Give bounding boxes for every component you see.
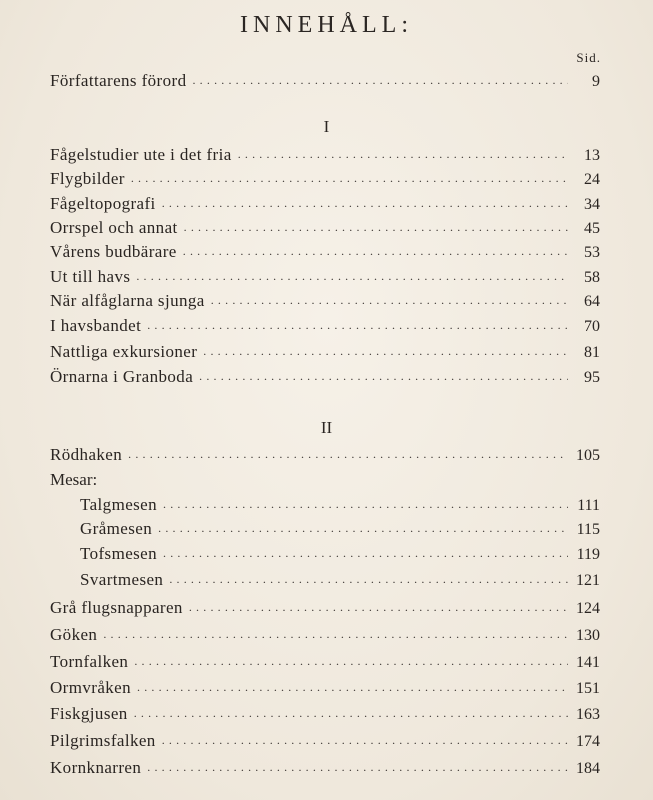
leader-dots <box>162 191 568 214</box>
toc-entry-page: 141 <box>576 654 600 671</box>
toc-entry-label: Flygbilder <box>50 169 125 188</box>
toc-entry <box>50 651 600 673</box>
toc-entry-label: Svartmesen <box>80 570 164 589</box>
toc-entry-page: 130 <box>576 627 600 644</box>
toc-entry-label: Kornknarren <box>50 758 142 777</box>
toc-entry-page: 58 <box>584 269 600 286</box>
leader-dots <box>136 264 568 287</box>
toc-entry-page: 13 <box>584 147 600 164</box>
toc-entry-label: Ormvråken <box>50 678 132 697</box>
toc-entry-label: Orrspel och annat <box>50 218 178 237</box>
toc-entry-page: 115 <box>576 521 600 538</box>
toc-entry-label: Pilgrimsfalken <box>50 731 156 750</box>
leader-dots <box>184 215 568 238</box>
toc-entry <box>50 366 600 388</box>
toc-entry-label: När alfåglarna sjunga <box>50 291 205 310</box>
leader-dots <box>103 622 568 645</box>
toc-entry <box>50 730 600 752</box>
toc-entry-label: Talgmesen <box>80 495 157 514</box>
leader-dots <box>192 68 568 91</box>
toc-entry-page: 95 <box>584 369 600 386</box>
leader-dots <box>134 701 568 724</box>
toc-entry <box>50 144 600 166</box>
leader-dots <box>189 595 568 618</box>
toc-sub-entry <box>80 543 600 565</box>
toc-entry <box>50 315 600 337</box>
toc-entry <box>50 677 600 699</box>
toc-entry <box>50 624 600 646</box>
toc-entry-label: Vårens budbärare <box>50 242 177 261</box>
toc-entry-page: 163 <box>576 706 600 723</box>
leader-dots <box>147 313 568 336</box>
toc-entry <box>50 597 600 619</box>
toc-entry-label: Örnarna i Granboda <box>50 367 194 386</box>
toc-sub-entry <box>80 518 600 540</box>
leader-dots <box>199 364 568 387</box>
leader-dots <box>163 492 568 515</box>
toc-entry-foreword <box>50 70 600 92</box>
toc-entry <box>50 193 600 215</box>
leader-dots <box>238 142 568 165</box>
toc-entry <box>50 168 600 190</box>
toc-group-label: Mesar: <box>50 470 98 489</box>
toc-entry-page: 174 <box>576 733 600 750</box>
leader-dots <box>128 442 568 465</box>
toc-entry-page: 151 <box>576 680 600 697</box>
toc-entry-label: Fågelstudier ute i det fria <box>50 145 232 164</box>
toc-entry-page: 111 <box>577 497 600 514</box>
leader-dots <box>147 755 568 778</box>
toc-entry <box>50 444 600 466</box>
leader-dots <box>158 516 568 539</box>
leader-dots <box>211 288 568 311</box>
toc-entry-label: Gråmesen <box>80 519 153 538</box>
leader-dots <box>163 541 568 564</box>
toc-entry-label: Ut till havs <box>50 267 131 286</box>
toc-entry <box>50 217 600 239</box>
page-title: INNEHÅLL: <box>240 12 413 38</box>
toc-entry <box>50 241 600 263</box>
toc-entry-page: 119 <box>576 546 600 563</box>
toc-entry-page: 70 <box>584 318 600 335</box>
toc-entry-label: Rödhaken <box>50 445 123 464</box>
toc-entry <box>50 290 600 312</box>
toc-entry-label: Tofsmesen <box>80 544 158 563</box>
toc-entry-page: 105 <box>576 447 600 464</box>
toc-entry-page: 64 <box>584 293 600 310</box>
toc-entry-page: 9 <box>592 73 600 90</box>
toc-entry-page: 184 <box>576 760 600 777</box>
leader-dots <box>169 567 568 590</box>
toc-sub-entry <box>80 494 600 516</box>
toc-entry-label: Grå flugsnapparen <box>50 598 183 617</box>
toc-entry-page: 121 <box>576 572 600 589</box>
toc-entry-label: Fiskgjusen <box>50 704 128 723</box>
toc-entry-label: Göken <box>50 625 98 644</box>
toc-entry <box>50 703 600 725</box>
toc-entry <box>50 266 600 288</box>
toc-entry-page: 124 <box>576 600 600 617</box>
toc-entry-label: Fågeltopografi <box>50 194 156 213</box>
toc-entry-page: 45 <box>584 220 600 237</box>
leader-dots <box>203 339 568 362</box>
leader-dots <box>134 649 568 672</box>
leader-dots <box>162 728 568 751</box>
leader-dots <box>183 239 568 262</box>
toc-entry-page: 24 <box>584 171 600 188</box>
section-heading-2: II <box>320 418 333 437</box>
toc-entry <box>50 341 600 363</box>
toc-entry-page: 81 <box>584 344 600 361</box>
toc-entry-label: Tornfalken <box>50 652 129 671</box>
toc-entry-label: I havsbandet <box>50 316 142 335</box>
toc-sub-entry <box>80 569 600 591</box>
page-column-label: Sid. <box>576 50 601 65</box>
section-heading-1: I <box>323 117 330 136</box>
toc-entry <box>50 757 600 779</box>
toc-entry-page: 34 <box>584 196 600 213</box>
toc-entry-label: Författarens förord <box>50 71 187 90</box>
toc-entry-page: 53 <box>584 244 600 261</box>
leader-dots <box>137 675 568 698</box>
toc-entry-label: Nattliga exkursioner <box>50 342 198 361</box>
leader-dots <box>131 166 568 189</box>
